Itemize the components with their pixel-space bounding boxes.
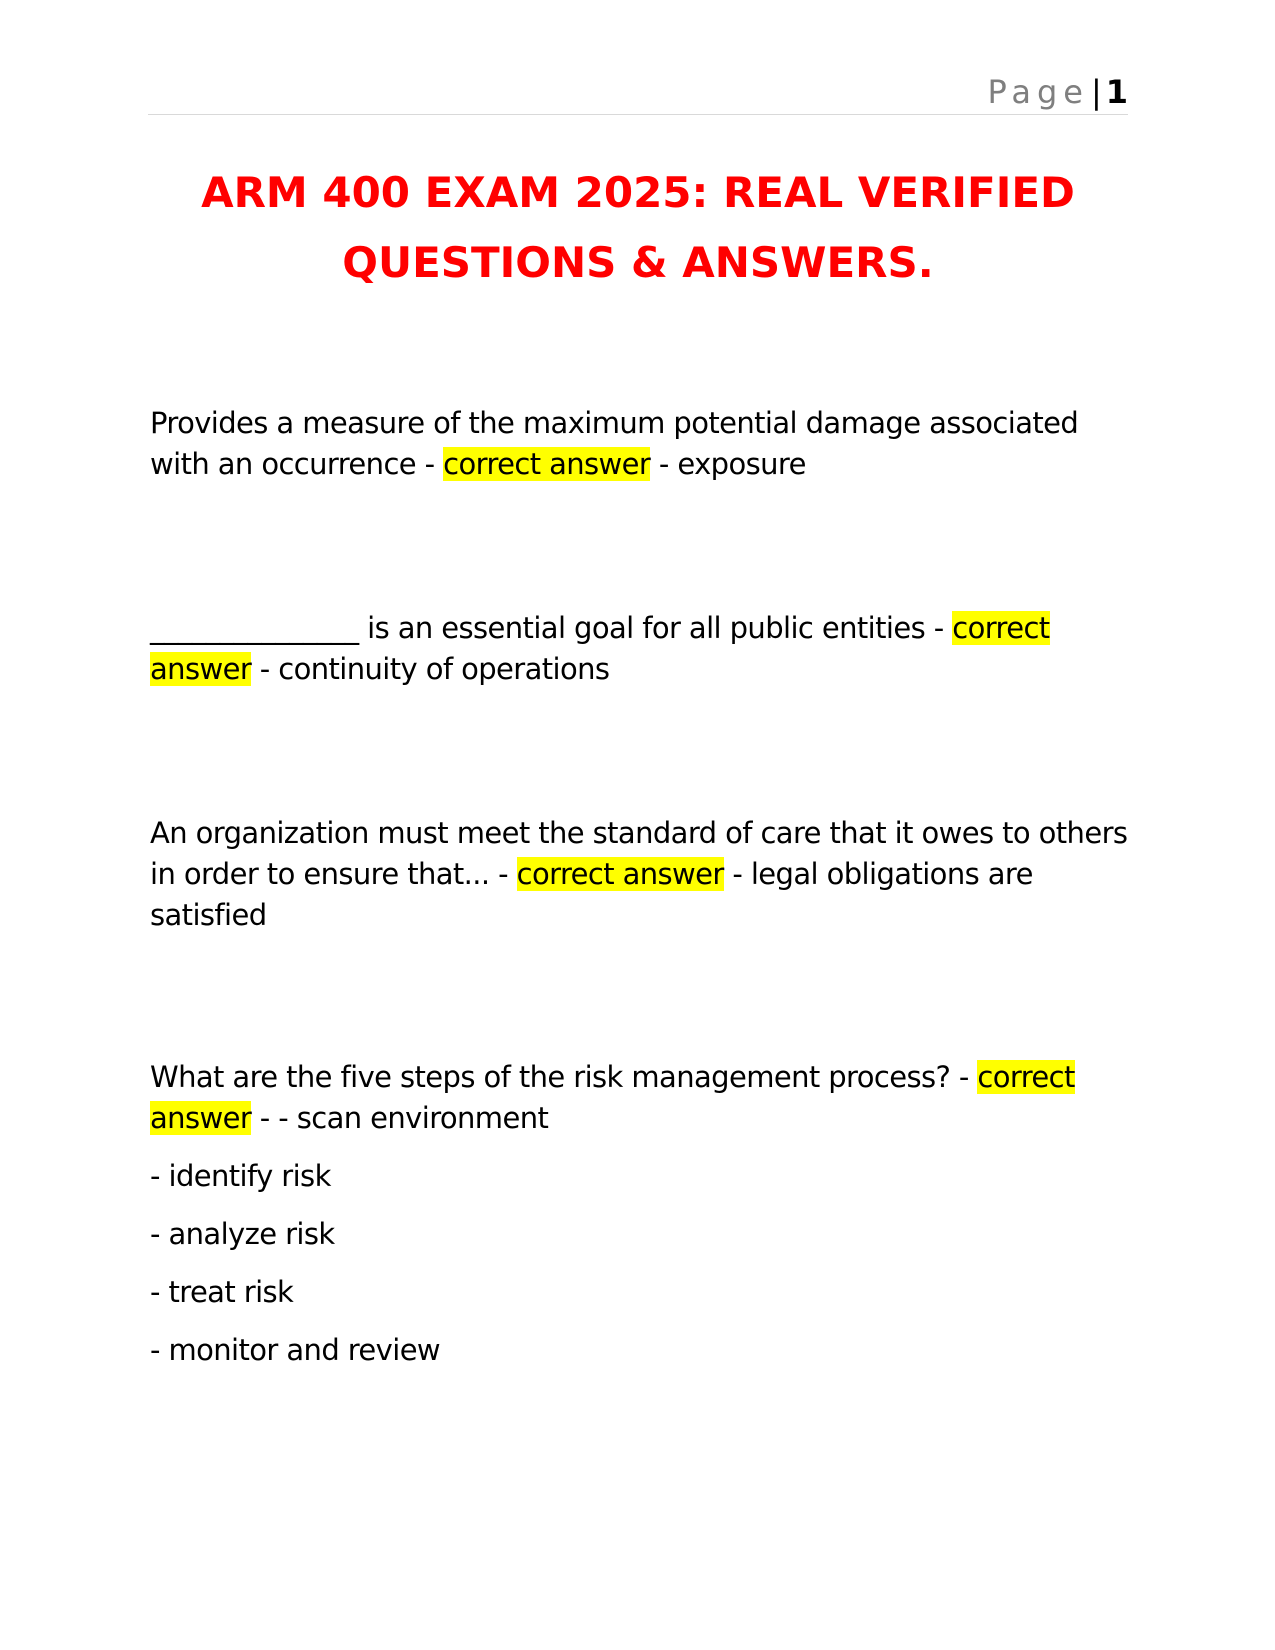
qa-item-2 xyxy=(150,608,1140,690)
question-text: _______________ is an essential goal for all public entities - xyxy=(150,611,953,645)
title-line-2: QUESTIONS & ANSWERS. xyxy=(342,238,934,287)
qa-item-4 xyxy=(150,1057,1140,1371)
list-item: - analyze risk xyxy=(150,1217,335,1251)
page-number: 1 xyxy=(1105,73,1128,111)
list-item: - treat risk xyxy=(150,1275,294,1309)
page-label: Page xyxy=(987,73,1089,111)
document-title xyxy=(148,158,1128,298)
answer-text: - legal obligations are satisfied xyxy=(150,857,1033,932)
qa-item-4-body xyxy=(150,1057,1140,1139)
answer-text: - continuity of operations xyxy=(251,652,610,686)
correct-answer-marker: correct answer xyxy=(443,447,651,481)
correct-answer-marker: correct answer xyxy=(516,857,724,891)
answer-text: - exposure xyxy=(650,447,806,481)
question-text: Provides a measure of the maximum potential damage associated with an occurrence - xyxy=(150,406,1079,481)
qa-item-1 xyxy=(150,403,1140,485)
list-item: - identify risk xyxy=(150,1159,331,1193)
risk-steps-list xyxy=(150,1156,1140,1371)
page-separator: | xyxy=(1090,73,1102,111)
question-text: An organization must meet the standard of care that it owes to others in order to ensure that... - xyxy=(150,816,1128,891)
answer-text: - - scan environment xyxy=(251,1101,549,1135)
correct-answer-marker: correct answer xyxy=(150,611,1050,686)
question-text: What are the five steps of the risk management process? - xyxy=(150,1060,978,1094)
list-item: - monitor and review xyxy=(150,1333,441,1367)
title-line-1: ARM 400 EXAM 2025: REAL VERIFIED xyxy=(201,168,1075,217)
qa-item-3 xyxy=(150,813,1140,936)
correct-answer-marker: correct answer xyxy=(150,1060,1075,1135)
page-header xyxy=(148,72,1128,115)
